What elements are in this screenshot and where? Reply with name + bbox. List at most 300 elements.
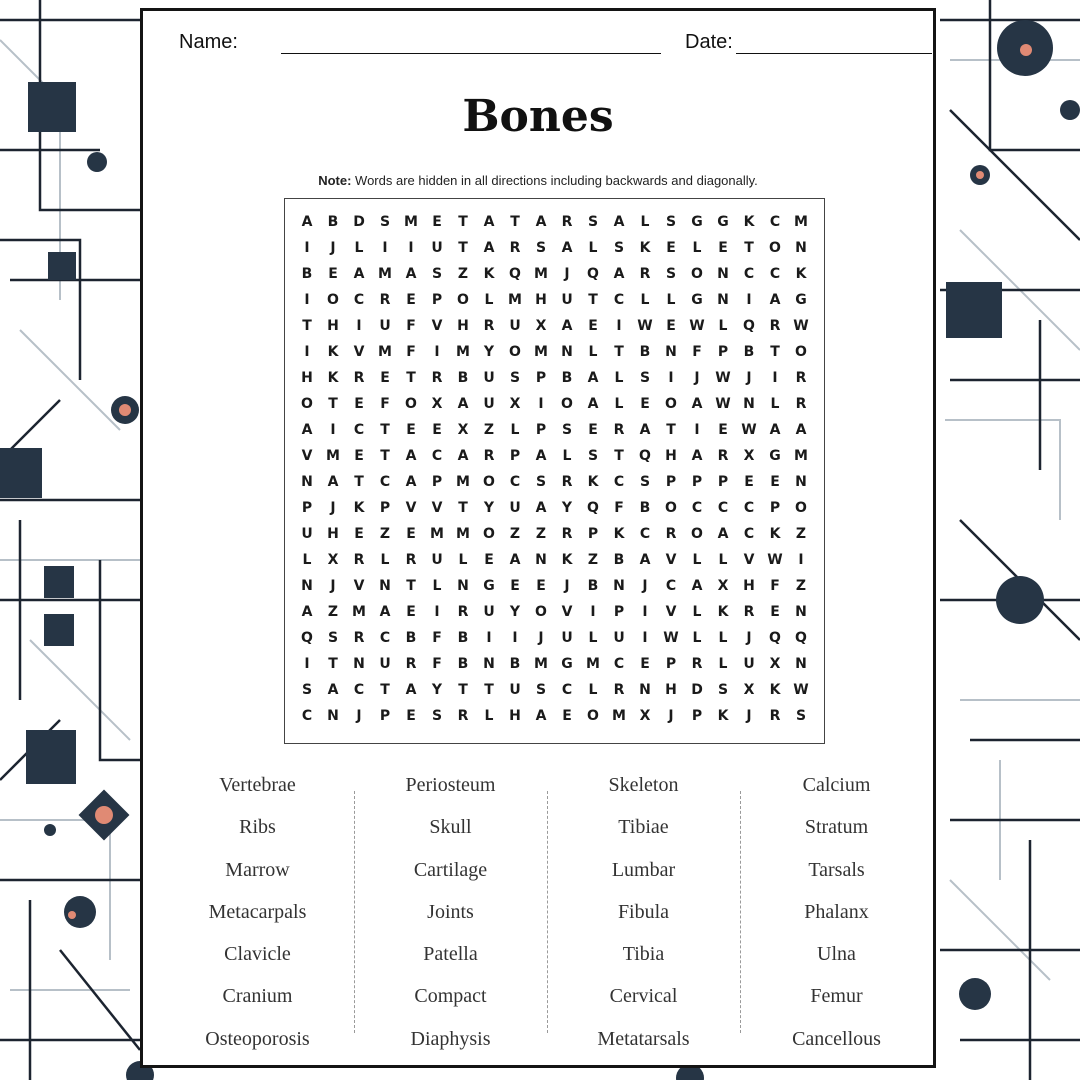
grid-letter: E [432,214,442,230]
grid-letter: H [665,682,677,698]
grid-letter: R [509,240,521,256]
grid-letter: A [535,448,547,464]
grid-letter: H [327,526,339,542]
grid-letter: M [534,266,548,282]
grid-letter: B [457,630,469,646]
grid-letter: C [379,474,391,490]
grid-letter: E [354,448,364,464]
word-list-item: Metacarpals [208,900,307,923]
grid-letter: A [613,214,625,230]
grid-letter: L [302,552,312,568]
grid-letter: Z [509,526,521,542]
date-line [736,53,932,54]
word-list-item: Tibia [622,943,665,966]
grid-letter: H [743,578,755,594]
grid-letter: T [770,344,780,360]
grid-letter: A [301,214,313,230]
grid-letter: U [561,292,573,308]
word-list-item: Tarsals [808,858,865,881]
word-list-item: Joints [427,900,474,923]
grid-letter: I [356,318,362,334]
grid-letter: A [405,474,417,490]
grid-letter: N [795,656,807,672]
grid-letter: N [717,266,729,282]
grid-letter: R [483,448,495,464]
grid-letter: P [535,370,547,386]
grid-letter: L [588,240,598,256]
grid-letter: X [457,422,469,438]
grid-letter: L [614,396,624,412]
grid-letter: Q [795,630,807,646]
grid-letter: E [406,292,416,308]
grid-letter: J [330,578,336,594]
grid-letter: C [301,708,313,724]
grid-letter: A [535,214,547,230]
grid-letter: F [770,578,780,594]
grid-letter: E [718,240,728,256]
grid-letter: I [616,318,622,334]
grid-letter: O [301,396,313,412]
grid-letter: E [562,708,572,724]
grid-letter: I [304,240,310,256]
word-list-item: Skeleton [608,774,679,796]
grid-letter: A [691,448,703,464]
grid-letter: P [691,708,703,724]
grid-letter: P [379,708,391,724]
grid-letter: S [431,266,443,282]
grid-letter: F [406,318,416,334]
word-column [547,769,740,1059]
grid-letter: B [457,370,469,386]
word-list-item: Lumbar [611,858,676,881]
grid-letter: X [769,656,781,672]
word-list-item: Periosteum [405,774,496,796]
grid-letter: K [795,266,807,282]
grid-letter: C [743,500,755,516]
grid-letter: R [483,318,495,334]
grid-letter: Z [587,552,599,568]
grid-letter: T [510,214,520,230]
grid-letter: T [484,682,494,698]
grid-letter: K [327,370,339,386]
grid-letter: I [694,422,700,438]
grid-letter: S [301,682,313,698]
grid-letter: N [457,578,469,594]
grid-letter: L [562,448,572,464]
grid-letter: H [301,370,313,386]
grid-letter: P [379,500,391,516]
grid-letter: E [510,578,520,594]
word-list-item: Fibula [617,900,670,923]
grid-letter: M [794,214,808,230]
grid-letter: B [639,344,651,360]
grid-letter: T [666,422,676,438]
grid-letter: E [432,422,442,438]
grid-letter: O [483,474,495,490]
grid-letter: J [746,630,752,646]
grid-letter: J [668,708,674,724]
grid-letter: S [535,474,547,490]
grid-letter: V [431,318,443,334]
grid-letter: R [743,604,755,620]
grid-letter: P [717,344,729,360]
grid-letter: P [431,292,443,308]
grid-letter: I [642,630,648,646]
grid-letter: U [483,604,495,620]
grid-letter: X [639,708,651,724]
grid-letter: K [483,266,495,282]
grid-letter: M [378,344,392,360]
grid-letter: A [405,266,417,282]
grid-letter: Y [483,500,495,516]
grid-letter: U [483,396,495,412]
grid-letter: F [432,656,442,672]
grid-letter: P [509,448,521,464]
grid-letter: A [405,682,417,698]
grid-letter: M [534,344,548,360]
grid-letter: T [380,422,390,438]
grid-letter: R [353,552,365,568]
grid-letter: R [561,526,573,542]
grid-letter: A [587,396,599,412]
grid-letter: M [508,292,522,308]
grid-letter: J [356,708,362,724]
word-list-item: Cranium [222,985,293,1008]
grid-letter: R [353,370,365,386]
grid-letter: I [330,422,336,438]
grid-letter: U [379,656,391,672]
grid-letter: P [535,422,547,438]
header-row [179,31,893,61]
word-list-item: Cervical [609,985,678,1008]
grid-letter: H [535,292,547,308]
grid-letter: Z [457,266,469,282]
grid-letter: I [538,396,544,412]
grid-letter: B [561,370,573,386]
grid-letter: S [509,370,521,386]
grid-letter: K [353,500,365,516]
grid-letter: U [431,552,443,568]
grid-letter: C [665,578,677,594]
grid-letter: J [330,240,336,256]
grid-letter: N [613,578,625,594]
grid-letter: K [327,344,339,360]
grid-letter: A [561,318,573,334]
grid-letter: J [746,708,752,724]
grid-letter: Y [431,682,443,698]
grid-letter: Q [743,318,755,334]
word-column [354,769,547,1059]
grid-letter: E [744,474,754,490]
name-line [281,53,661,54]
grid-letter: Y [509,604,521,620]
grid-letter: N [795,604,807,620]
grid-letter: B [457,656,469,672]
grid-letter: P [665,656,677,672]
grid-letter: I [304,292,310,308]
grid-letter: X [743,448,755,464]
grid-letter: M [378,266,392,282]
grid-letter: H [665,448,677,464]
grid-letter: W [637,318,653,334]
grid-letter: R [613,422,625,438]
grid-letter: P [665,474,677,490]
grid-letter: L [692,630,702,646]
grid-letter: J [564,578,570,594]
word-column [161,769,354,1059]
grid-letter: Z [483,422,495,438]
grid-letter: J [538,630,544,646]
grid-letter: C [613,292,625,308]
grid-letter: M [430,526,444,542]
grid-letter: J [746,370,752,386]
grid-letter: B [639,500,651,516]
grid-letter: V [353,344,365,360]
grid-letter: E [380,370,390,386]
grid-letter: Q [769,630,781,646]
grid-letter: L [718,656,728,672]
grid-letter: A [639,552,651,568]
grid-letter: I [772,370,778,386]
grid-letter: M [456,526,470,542]
grid-letter: Q [639,448,651,464]
word-list-item: Ribs [239,816,276,839]
grid-letter: O [483,526,495,542]
grid-letter: L [380,552,390,568]
grid-letter: C [509,474,521,490]
grid-letter: L [640,214,650,230]
grid-letter: T [328,656,338,672]
grid-letter: S [795,708,807,724]
grid-letter: H [327,318,339,334]
word-list-item: Calcium [802,774,871,796]
grid-letter: W [715,370,731,386]
grid-letter: N [795,474,807,490]
grid-letter: P [717,474,729,490]
grid-letter: E [640,656,650,672]
grid-letter: T [458,214,468,230]
grid-letter: E [666,240,676,256]
grid-letter: F [432,630,442,646]
grid-letter: L [484,708,494,724]
grid-letter: C [717,500,729,516]
grid-letter: I [408,240,414,256]
grid-letter: L [692,240,702,256]
grid-letter: T [380,682,390,698]
grid-letter: L [692,604,702,620]
grid-letter: E [770,604,780,620]
word-list-item: Tibiae [618,816,669,839]
grid-letter: N [665,344,677,360]
grid-letter: N [717,292,729,308]
word-column [740,769,933,1059]
grid-letter: L [718,318,728,334]
date-label: Date: [685,31,733,53]
grid-letter: Z [795,526,807,542]
grid-letter: F [406,344,416,360]
grid-letter: L [588,682,598,698]
grid-letter: E [406,526,416,542]
grid-letter: X [743,682,755,698]
grid-letter: P [301,500,313,516]
grid-letter: T [614,344,624,360]
grid-letter: S [665,266,677,282]
grid-letter: V [665,552,677,568]
grid-letter: B [743,344,755,360]
grid-letter: L [692,552,702,568]
grid-letter: D [353,214,365,230]
grid-letter: N [301,578,313,594]
grid-letter: A [535,708,547,724]
grid-letter: V [561,604,573,620]
grid-letter: A [639,422,651,438]
grid-letter: D [691,682,703,698]
grid-letter: M [612,708,626,724]
grid-letter: C [353,292,365,308]
page-title: Bones [462,91,614,142]
word-search-grid-frame [284,198,825,744]
worksheet [140,8,936,1068]
grid-letter: S [613,240,625,256]
grid-letter: A [795,422,807,438]
grid-letter: Z [327,604,339,620]
grid-letter: S [561,422,573,438]
grid-letter: U [483,370,495,386]
grid-letter: R [769,318,781,334]
grid-letter: N [639,682,651,698]
grid-letter: Z [535,526,547,542]
grid-letter: U [509,500,521,516]
grid-letter: Q [301,630,313,646]
grid-letter: B [301,266,313,282]
grid-letter: Q [587,266,599,282]
grid-letter: Q [587,500,599,516]
grid-letter: N [301,474,313,490]
grid-letter: G [691,292,703,308]
grid-letter: L [640,292,650,308]
grid-letter: K [769,682,781,698]
grid-letter: A [691,396,703,412]
grid-letter: R [795,396,807,412]
grid-letter: U [379,318,391,334]
grid-letter: C [691,500,703,516]
grid-letter: A [535,500,547,516]
grid-letter: T [588,292,598,308]
word-list-item: Skull [429,816,472,839]
grid-letter: O [795,500,807,516]
grid-letter: F [614,500,624,516]
grid-letter: I [486,630,492,646]
grid-letter: M [352,604,366,620]
grid-letter: A [561,240,573,256]
grid-letter: E [354,396,364,412]
word-list-item: Ulna [817,943,856,966]
grid-letter: T [302,318,312,334]
grid-letter: L [588,630,598,646]
grid-letter: C [561,682,573,698]
word-list-item: Marrow [225,858,290,881]
grid-letter: L [666,292,676,308]
grid-letter: S [639,474,651,490]
grid-letter: U [509,318,521,334]
grid-letter: W [793,682,809,698]
grid-letter: A [405,448,417,464]
grid-letter: P [691,474,703,490]
grid-letter: V [743,552,755,568]
grid-letter: K [561,552,573,568]
grid-letter: S [587,448,599,464]
grid-letter: Y [483,344,495,360]
grid-letter: E [406,604,416,620]
grid-letter: N [561,344,573,360]
grid-letter: C [431,448,443,464]
grid-letter: U [431,240,443,256]
grid-letter: O [327,292,339,308]
grid-letter: S [535,682,547,698]
grid-letter: I [434,344,440,360]
grid-letter: C [769,214,781,230]
grid-letter: N [327,708,339,724]
grid-letter: J [694,370,700,386]
grid-letter: L [770,396,780,412]
grid-letter: A [353,266,365,282]
grid-letter: V [665,604,677,620]
grid-letter: E [640,396,650,412]
word-list [161,769,933,1059]
grid-letter: V [301,448,313,464]
grid-letter: S [717,682,729,698]
grid-letter: C [379,630,391,646]
grid-letter: T [328,396,338,412]
grid-letter: V [405,500,417,516]
word-list-item: Stratum [804,816,869,839]
grid-letter: K [717,604,729,620]
grid-letter: A [301,422,313,438]
grid-letter: W [715,396,731,412]
grid-letter: C [613,474,625,490]
grid-letter: I [512,630,518,646]
grid-letter: B [613,552,625,568]
grid-letter: A [509,552,521,568]
grid-letter: M [326,448,340,464]
grid-letter: L [718,552,728,568]
instructions-note [143,173,933,188]
grid-letter: S [665,214,677,230]
grid-letter: C [353,682,365,698]
word-list-item: Osteoporosis [205,1027,310,1050]
word-list-item: Diaphysis [410,1027,491,1050]
letter-grid [294,209,814,729]
grid-letter: R [613,682,625,698]
grid-letter: A [717,526,729,542]
grid-letter: Y [561,500,573,516]
grid-letter: I [746,292,752,308]
grid-letter: B [327,214,339,230]
grid-letter: L [510,422,520,438]
grid-letter: S [327,630,339,646]
grid-letter: E [484,552,494,568]
grid-letter: I [304,656,310,672]
grid-letter: O [691,526,703,542]
grid-letter: A [457,396,469,412]
grid-letter: R [665,526,677,542]
grid-letter: T [458,240,468,256]
grid-letter: O [561,396,573,412]
grid-letter: S [639,370,651,386]
grid-letter: T [614,448,624,464]
grid-letter: C [639,526,651,542]
grid-letter: Q [509,266,521,282]
